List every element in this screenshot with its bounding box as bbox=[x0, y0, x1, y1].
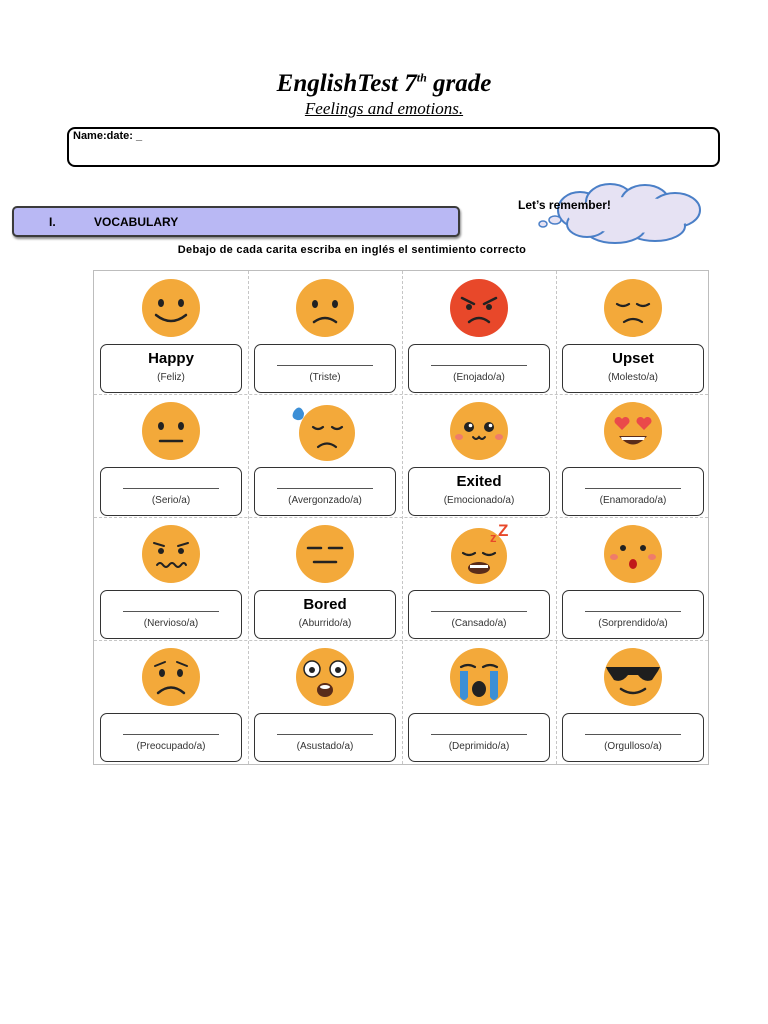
answer-box-surprised[interactable] bbox=[562, 590, 704, 639]
spanish-hint: (Serio/a) bbox=[151, 495, 191, 506]
answer-box-worried[interactable] bbox=[100, 713, 242, 762]
spanish-hint: (Sorprendido/a) bbox=[598, 618, 668, 629]
answer-blank-line bbox=[277, 488, 373, 489]
emotion-cell-depressed bbox=[402, 640, 556, 763]
answer-blank-line bbox=[123, 734, 219, 735]
sad-face-icon bbox=[280, 278, 370, 338]
instruction-text: Debajo de cada carita escriba en inglés el sentimiento correcto bbox=[177, 244, 527, 256]
depressed-face-icon bbox=[434, 647, 524, 707]
test-title bbox=[0, 70, 768, 98]
emotion-cell-angry bbox=[402, 271, 556, 394]
emotion-cell-upset bbox=[556, 271, 710, 394]
answer-box-nervous[interactable] bbox=[100, 590, 242, 639]
emotion-cell-in-love bbox=[556, 394, 710, 517]
answer-box-angry[interactable] bbox=[408, 344, 550, 393]
emotion-cell-nervous bbox=[94, 517, 248, 640]
surprised-face-icon bbox=[588, 524, 678, 584]
spanish-hint: (Cansado/a) bbox=[451, 618, 507, 629]
excited-face-icon bbox=[434, 401, 524, 461]
spanish-hint: (Enojado/a) bbox=[453, 372, 505, 383]
answer-box-in-love[interactable] bbox=[562, 467, 704, 516]
title-end: grade bbox=[426, 70, 492, 97]
answer-box-embarrassed[interactable] bbox=[254, 467, 396, 516]
answer-box-bored[interactable] bbox=[254, 590, 396, 639]
nervous-face-icon bbox=[126, 524, 216, 584]
embarrassed-face-icon bbox=[280, 401, 370, 461]
emotion-cell-worried bbox=[94, 640, 248, 763]
title-sup: th bbox=[416, 70, 427, 85]
answer-blank-line bbox=[585, 734, 681, 735]
spanish-hint: (Emocionado/a) bbox=[443, 495, 515, 506]
answer-box-upset[interactable] bbox=[562, 344, 704, 393]
test-subtitle: Feelings and emotions. bbox=[304, 99, 464, 118]
svg-text:z: z bbox=[490, 530, 497, 545]
answer-box-sad[interactable] bbox=[254, 344, 396, 393]
spanish-hint: (Preocupado/a) bbox=[136, 741, 206, 752]
svg-text:Z: Z bbox=[498, 524, 509, 540]
serious-face-icon bbox=[126, 401, 216, 461]
worried-face-icon bbox=[126, 647, 216, 707]
answer-text: Exited bbox=[456, 473, 502, 490]
spanish-hint: (Orgulloso/a) bbox=[604, 741, 662, 752]
spanish-hint: (Nervioso/a) bbox=[143, 618, 199, 629]
answer-blank-line bbox=[123, 488, 219, 489]
spanish-hint: (Feliz) bbox=[157, 372, 185, 383]
spanish-hint: (Asustado/a) bbox=[296, 741, 354, 752]
bored-face-icon bbox=[280, 524, 370, 584]
spanish-hint: (Aburrido/a) bbox=[298, 618, 352, 629]
emotion-cell-serious bbox=[94, 394, 248, 517]
answer-box-depressed[interactable] bbox=[408, 713, 550, 762]
spanish-hint: (Triste) bbox=[309, 372, 341, 383]
answer-blank-line bbox=[277, 734, 373, 735]
name-date-field[interactable] bbox=[67, 127, 720, 167]
emotion-cell-tired bbox=[402, 517, 556, 640]
tired-face-icon bbox=[434, 524, 524, 584]
scared-face-icon bbox=[280, 647, 370, 707]
answer-blank-line bbox=[585, 611, 681, 612]
answer-blank-line bbox=[585, 488, 681, 489]
emotion-cell-happy bbox=[94, 271, 248, 394]
spanish-hint: (Molesto/a) bbox=[607, 372, 658, 383]
answer-text: Upset bbox=[612, 350, 654, 367]
section-header-vocabulary bbox=[12, 206, 460, 237]
proud-face-icon bbox=[588, 647, 678, 707]
emotion-cell-scared bbox=[248, 640, 402, 763]
answer-blank-line bbox=[277, 365, 373, 366]
emotion-cell-surprised bbox=[556, 517, 710, 640]
title-main: EnglishTest 7 bbox=[276, 70, 417, 97]
answer-box-tired[interactable] bbox=[408, 590, 550, 639]
emotion-cell-embarrassed bbox=[248, 394, 402, 517]
angry-face-icon bbox=[434, 278, 524, 338]
spanish-hint: (Deprimido/a) bbox=[448, 741, 510, 752]
answer-text: Bored bbox=[303, 596, 347, 613]
happy-face-icon bbox=[126, 278, 216, 338]
answer-blank-line bbox=[431, 611, 527, 612]
emotions-grid bbox=[93, 270, 709, 765]
section-number: I. bbox=[49, 215, 56, 229]
spanish-hint: (Enamorado/a) bbox=[599, 495, 667, 506]
section-title: VOCABULARY bbox=[94, 215, 179, 229]
answer-box-excited[interactable] bbox=[408, 467, 550, 516]
answer-blank-line bbox=[431, 734, 527, 735]
spanish-hint: (Avergonzado/a) bbox=[288, 495, 362, 506]
lets-remember-text: Let’s remember! bbox=[518, 198, 611, 212]
emotion-cell-proud bbox=[556, 640, 710, 763]
thought-cloud-icon bbox=[505, 180, 715, 250]
answer-blank-line bbox=[431, 365, 527, 366]
emotion-cell-excited bbox=[402, 394, 556, 517]
in-love-face-icon bbox=[588, 401, 678, 461]
answer-blank-line bbox=[123, 611, 219, 612]
answer-box-happy[interactable] bbox=[100, 344, 242, 393]
name-date-label: Name:date: _ bbox=[73, 130, 143, 142]
answer-text: Happy bbox=[148, 350, 194, 367]
upset-face-icon bbox=[588, 278, 678, 338]
emotion-cell-sad bbox=[248, 271, 402, 394]
answer-box-proud[interactable] bbox=[562, 713, 704, 762]
emotion-cell-bored bbox=[248, 517, 402, 640]
answer-box-serious[interactable] bbox=[100, 467, 242, 516]
answer-box-scared[interactable] bbox=[254, 713, 396, 762]
